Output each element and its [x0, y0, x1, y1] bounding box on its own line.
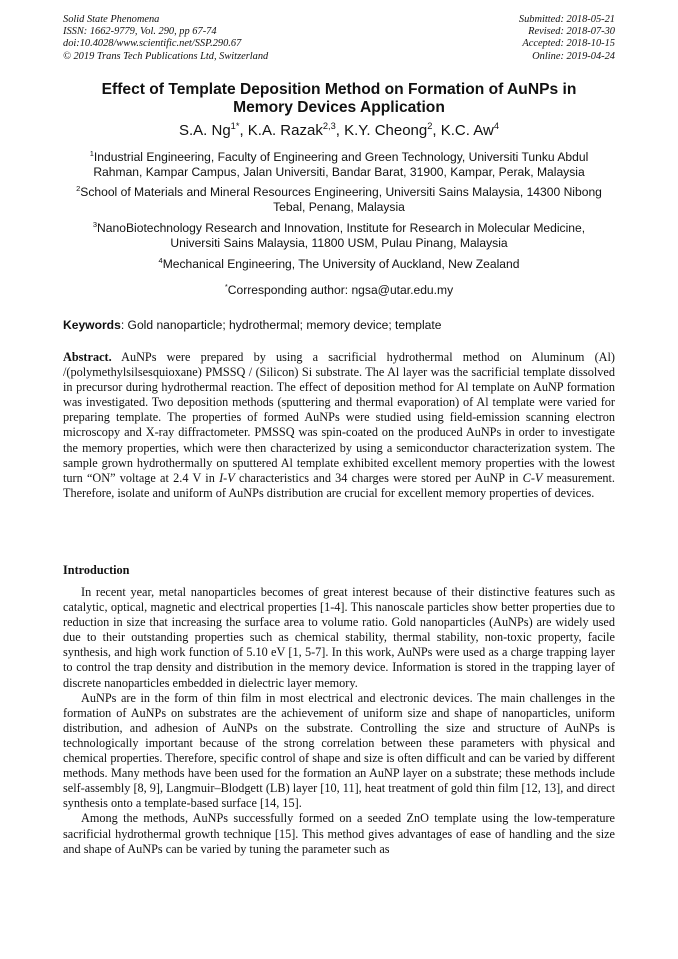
paragraph: In recent year, metal nanoparticles becomes of great interest because of their distinctive features such as catalytic, optical, magnetic and electrical properties [1-4]. This nanoscale particles show better properties due to reduction in size that increasing the surface area to volume ratio. Gold nanoparticles (AuNPs) are widely used due to their outstanding properties such as chemical stability, thermal stability, non-toxic property, facile synthesis, and high work function of 5.10 eV [1, 5-7]. In this work, AuNPs were used as a charge trapping layer to control the trap density and distribution in the memory device. Information is stored in the trapping layer of discrete nanoparticles embedded in dielectric layer memory.	[63, 585, 615, 690]
introduction-body	[63, 585, 615, 857]
affiliation-1	[63, 150, 615, 180]
journal-issn: ISSN: 1662-9779, Vol. 290, pp 67-74	[63, 26, 217, 38]
affiliation-3	[63, 221, 615, 251]
date-online: Online: 2019-04-24	[532, 50, 615, 62]
author-name: K.Y. Cheong	[344, 122, 428, 139]
abstract-text: characteristics and 34 charges were stored per AuNP in	[234, 470, 523, 485]
paper-title-line-2: Memory Devices Application	[233, 99, 445, 116]
affiliation-mark: 3	[92, 219, 98, 229]
author-affiliation-mark: 4	[493, 121, 500, 131]
affiliation-line: School of Materials and Mineral Resources Engineering, Universiti Sains Malaysia, 14300 Nibong	[80, 185, 602, 199]
submission-dates-header	[519, 14, 615, 63]
journal-info-header	[63, 14, 268, 63]
author-list: S.A. $Ng^{1*}$, K.A. Razak$^{2,3}$, K.Y. Cheong$^2$, K.C. Aw$^4$	[178, 121, 500, 139]
date-revised: Revised: 2018-07-30	[528, 26, 615, 38]
abstract-text: measurement. Therefore, isolate and uniform of AuNPs distribution are crucial for excellent memory properties of devices.	[63, 470, 615, 500]
paper-title-line-1: Effect of Template Deposition Method on Formation of AuNPs in	[101, 81, 577, 98]
keywords-label: Keywords	[63, 318, 121, 332]
author-affiliation-mark: 2,3	[322, 121, 336, 131]
author-name: K.C. Aw	[440, 122, 494, 139]
journal-doi: doi:10.4028/www.scientific.net/SSP.290.67	[63, 38, 242, 50]
corresponding-author	[63, 283, 615, 298]
affiliation-mark: 2	[76, 183, 81, 193]
affiliation-line: Tebal, Penang, Malaysia	[273, 200, 405, 215]
corresponding-email: Corresponding author: ngsa@utar.edu.my	[227, 283, 454, 297]
paragraph: AuNPs are in the form of thin film in most electrical and electronic devices. The main challenges in the formation of AuNPs on substrates are the achievement of uniform size and shape of nanoparticles, uniform distribution, and adhesion of AuNPs on the substrate. Controlling the size and structure of AuNPs is technologically important because of the strong correlation between these parameters with physical and chemical properties. Therefore, specific control of shape and size is often difficult and can be varied by different methods. Many methods have been used for the formation an AuNP layer on a substrate; these methods include self-assembly [8, 9], Langmuir–Blodgett (LB) layer [10, 11], heat treatment of gold thin film [12, 13], and direct synthesis onto a template-based surface [14, 15].	[63, 690, 615, 811]
corresponding-mark: *	[224, 281, 228, 291]
abstract	[63, 350, 615, 501]
affiliation-2	[63, 185, 615, 215]
abstract-iv-term: I-V	[219, 470, 235, 485]
affiliation-4	[63, 257, 615, 272]
abstract-text: AuNPs were prepared by using a sacrificial hydrothermal method on Aluminum (Al) /(polymethylsilsesquioxane) PMSSQ / (Silicon) Si substrate. The Al layer was the sacrificial template dissolved in precursor during hydrothermal reaction. The effect of deposition method for Al template on AuNP formation was investigated. Two deposition methods (sputtering and thermal evaporation) of Al template were varied for preparing template. The properties of formed AuNPs were studied using field-emission scanning electron microscopy and X-ray diffractometer. PMSSQ was spin-coated on the produced AuNPs in order to investigate the memory properties, which were then characterized by using a semiconductor characterization system. The sample grown hydrothermally on sputtered Al template exhibited excellent memory properties with the lowest turn “ON” voltage at 2.4 V in	[63, 350, 615, 485]
journal-name: Solid State Phenomena	[63, 14, 160, 25]
paragraph: Among the methods, AuNPs successfully formed on a seeded ZnO template using the low-temperature sacrificial hydrothermal growth technique [15]. This method gives advantages of ease of handling and the size and shape of AuNPs can be varied by tuning the parameter such as	[63, 811, 615, 856]
keywords-text: : Gold nanoparticle; hydrothermal; memory device; template	[120, 318, 442, 332]
affiliation-mark: 1	[89, 148, 94, 158]
author-name: K.A. Razak	[247, 122, 323, 139]
affiliation-line: Mechanical Engineering, The University of Auckland, New Zealand	[162, 257, 520, 271]
introduction-heading: Introduction	[63, 563, 130, 577]
abstract-label: Abstract.	[63, 350, 112, 364]
date-submitted: Submitted: 2018-05-21	[518, 14, 615, 25]
keywords	[63, 318, 615, 333]
author-affiliation-mark: 1*	[230, 121, 240, 131]
author-affiliation-mark: 2	[427, 121, 433, 131]
affiliation-line: Industrial Engineering, Faculty of Engineering and Green Technology, Universiti Tunku Abdul	[93, 150, 589, 164]
paper-title	[63, 81, 615, 117]
journal-copyright: © 2019 Trans Tech Publications Ltd, Switzerland	[63, 50, 269, 62]
affiliation-line: Rahman, Kampar Campus, Jalan Universiti, Bandar Barat, 31900, Kampar, Perak, Malaysia	[93, 165, 585, 180]
author-name: S.A. Ng	[178, 122, 231, 139]
abstract-cv-term: C-V	[522, 470, 543, 485]
affiliation-line: Universiti Sains Malaysia, 11800 USM, Pulau Pinang, Malaysia	[170, 236, 508, 251]
affiliation-line: NanoBiotechnology Research and Innovation, Institute for Research in Molecular Medicine,	[97, 221, 586, 235]
date-accepted: Accepted: 2018-10-15	[522, 38, 615, 50]
affiliation-mark: 4	[158, 255, 163, 265]
